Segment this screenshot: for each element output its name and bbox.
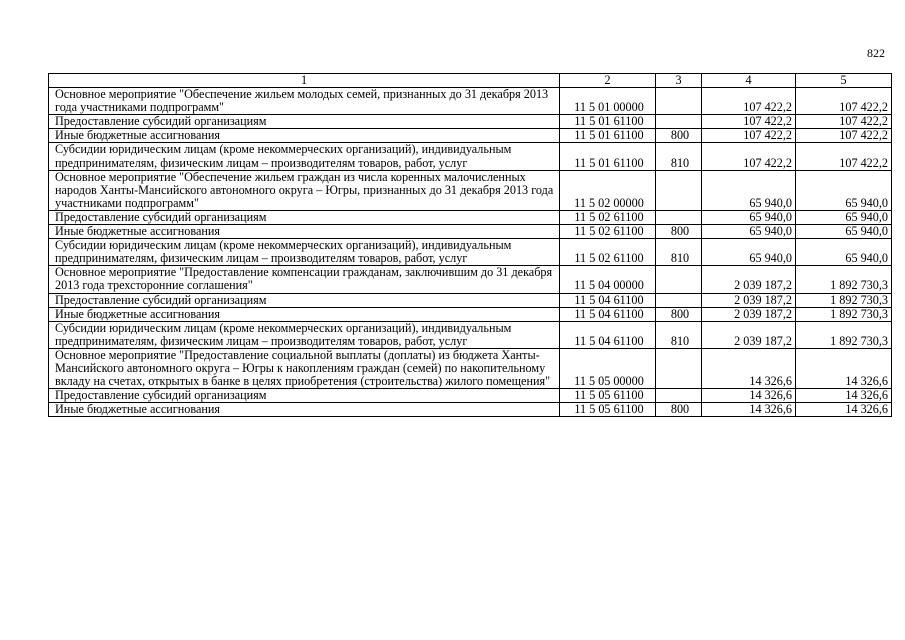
cell-code: 11 5 01 61100 — [560, 129, 656, 143]
cell-amount-col5: 65 940,0 — [796, 225, 892, 239]
cell-amount-col5: 107 422,2 — [796, 129, 892, 143]
cell-expense-type: 810 — [656, 239, 702, 266]
cell-amount-col4: 14 326,6 — [702, 348, 796, 388]
cell-amount-col4: 2 039 187,2 — [702, 293, 796, 307]
cell-amount-col4: 107 422,2 — [702, 115, 796, 129]
cell-name: Предоставление субсидий организациям — [49, 389, 560, 403]
cell-amount-col5: 1 892 730,3 — [796, 307, 892, 321]
header-row — [49, 74, 892, 88]
cell-amount-col4: 65 940,0 — [702, 225, 796, 239]
cell-name: Предоставление субсидий организациям — [49, 210, 560, 224]
cell-amount-col4: 65 940,0 — [702, 239, 796, 266]
cell-code: 11 5 02 61100 — [560, 210, 656, 224]
cell-name: Иные бюджетные ассигнования — [49, 129, 560, 143]
table-row — [49, 321, 892, 348]
cell-name: Субсидии юридическим лицам (кроме некоммерческих организаций), индивидуальным предпринимателям, физическим лицам – производителям товаров, работ, услуг — [49, 321, 560, 348]
table-row — [49, 293, 892, 307]
table-row — [49, 348, 892, 388]
table-row — [49, 170, 892, 210]
cell-amount-col5: 1 892 730,3 — [796, 321, 892, 348]
cell-amount-col4: 2 039 187,2 — [702, 307, 796, 321]
cell-expense-type — [656, 389, 702, 403]
cell-amount-col5: 1 892 730,3 — [796, 266, 892, 293]
cell-code: 11 5 05 61100 — [560, 389, 656, 403]
header-col-5: 5 — [796, 74, 892, 88]
cell-amount-col4: 2 039 187,2 — [702, 266, 796, 293]
table-row — [49, 266, 892, 293]
cell-code: 11 5 02 00000 — [560, 170, 656, 210]
cell-amount-col5: 1 892 730,3 — [796, 293, 892, 307]
cell-expense-type — [656, 266, 702, 293]
cell-expense-type — [656, 293, 702, 307]
cell-expense-type — [656, 115, 702, 129]
cell-amount-col5: 107 422,2 — [796, 115, 892, 129]
cell-code: 11 5 02 61100 — [560, 225, 656, 239]
cell-expense-type — [656, 348, 702, 388]
table-row — [49, 239, 892, 266]
table-header — [49, 74, 892, 88]
table-row — [49, 225, 892, 239]
cell-code: 11 5 04 61100 — [560, 293, 656, 307]
cell-amount-col4: 14 326,6 — [702, 403, 796, 417]
cell-name: Предоставление субсидий организациям — [49, 293, 560, 307]
cell-expense-type — [656, 210, 702, 224]
cell-code: 11 5 01 61100 — [560, 143, 656, 170]
cell-amount-col5: 107 422,2 — [796, 143, 892, 170]
cell-code: 11 5 04 00000 — [560, 266, 656, 293]
table-row — [49, 403, 892, 417]
cell-name: Основное мероприятие "Обеспечение жильем граждан из числа коренных малочисленных народов Ханты-Мансийского автономного округа – Югры, признанных до 31 декабря 2013 года участниками подпрограмм" — [49, 170, 560, 210]
header-col-2: 2 — [560, 74, 656, 88]
cell-expense-type: 800 — [656, 403, 702, 417]
table-row — [49, 129, 892, 143]
cell-amount-col4: 65 940,0 — [702, 210, 796, 224]
cell-code: 11 5 01 00000 — [560, 88, 656, 115]
cell-name: Субсидии юридическим лицам (кроме некоммерческих организаций), индивидуальным предпринимателям, физическим лицам – производителям товаров, работ, услуг — [49, 143, 560, 170]
cell-name: Субсидии юридическим лицам (кроме некоммерческих организаций), индивидуальным предпринимателям, физическим лицам – производителям товаров, работ, услуг — [49, 239, 560, 266]
cell-code: 11 5 05 61100 — [560, 403, 656, 417]
cell-amount-col4: 107 422,2 — [702, 143, 796, 170]
cell-expense-type: 800 — [656, 129, 702, 143]
page-number: 822 — [867, 46, 885, 60]
cell-name: Основное мероприятие "Предоставление социальной выплаты (доплаты) из бюджета Ханты-Мансийского автономного округа – Югры к накоплениям граждан (семей) по накопительному вкладу на счетах, открытых в банке в целях приобретения (строительства) жилого помещения" — [49, 348, 560, 388]
cell-name: Иные бюджетные ассигнования — [49, 307, 560, 321]
cell-amount-col4: 2 039 187,2 — [702, 321, 796, 348]
cell-expense-type: 810 — [656, 321, 702, 348]
cell-name: Иные бюджетные ассигнования — [49, 403, 560, 417]
table-row — [49, 307, 892, 321]
cell-amount-col5: 65 940,0 — [796, 239, 892, 266]
budget-table — [48, 73, 892, 417]
cell-amount-col5: 107 422,2 — [796, 88, 892, 115]
cell-expense-type: 800 — [656, 307, 702, 321]
cell-expense-type — [656, 170, 702, 210]
cell-name: Предоставление субсидий организациям — [49, 115, 560, 129]
cell-code: 11 5 04 61100 — [560, 307, 656, 321]
cell-amount-col5: 14 326,6 — [796, 348, 892, 388]
table-row — [49, 143, 892, 170]
cell-amount-col4: 65 940,0 — [702, 170, 796, 210]
cell-code: 11 5 04 61100 — [560, 321, 656, 348]
cell-amount-col4: 107 422,2 — [702, 88, 796, 115]
table-row — [49, 389, 892, 403]
cell-code: 11 5 05 00000 — [560, 348, 656, 388]
cell-expense-type: 810 — [656, 143, 702, 170]
cell-expense-type — [656, 88, 702, 115]
cell-amount-col4: 14 326,6 — [702, 389, 796, 403]
header-col-3: 3 — [656, 74, 702, 88]
header-col-4: 4 — [702, 74, 796, 88]
cell-amount-col5: 14 326,6 — [796, 389, 892, 403]
table-body — [49, 88, 892, 417]
cell-amount-col5: 14 326,6 — [796, 403, 892, 417]
cell-code: 11 5 02 61100 — [560, 239, 656, 266]
cell-amount-col4: 107 422,2 — [702, 129, 796, 143]
header-col-1: 1 — [49, 74, 560, 88]
table-row — [49, 115, 892, 129]
cell-amount-col5: 65 940,0 — [796, 170, 892, 210]
table-row — [49, 210, 892, 224]
cell-name: Иные бюджетные ассигнования — [49, 225, 560, 239]
cell-name: Основное мероприятие "Обеспечение жильем молодых семей, признанных до 31 декабря 2013 года участниками подпрограмм" — [49, 88, 560, 115]
cell-expense-type: 800 — [656, 225, 702, 239]
cell-name: Основное мероприятие "Предоставление компенсации гражданам, заключившим до 31 декабря 2013 года трехсторонние соглашения" — [49, 266, 560, 293]
cell-amount-col5: 65 940,0 — [796, 210, 892, 224]
cell-code: 11 5 01 61100 — [560, 115, 656, 129]
table-row — [49, 88, 892, 115]
